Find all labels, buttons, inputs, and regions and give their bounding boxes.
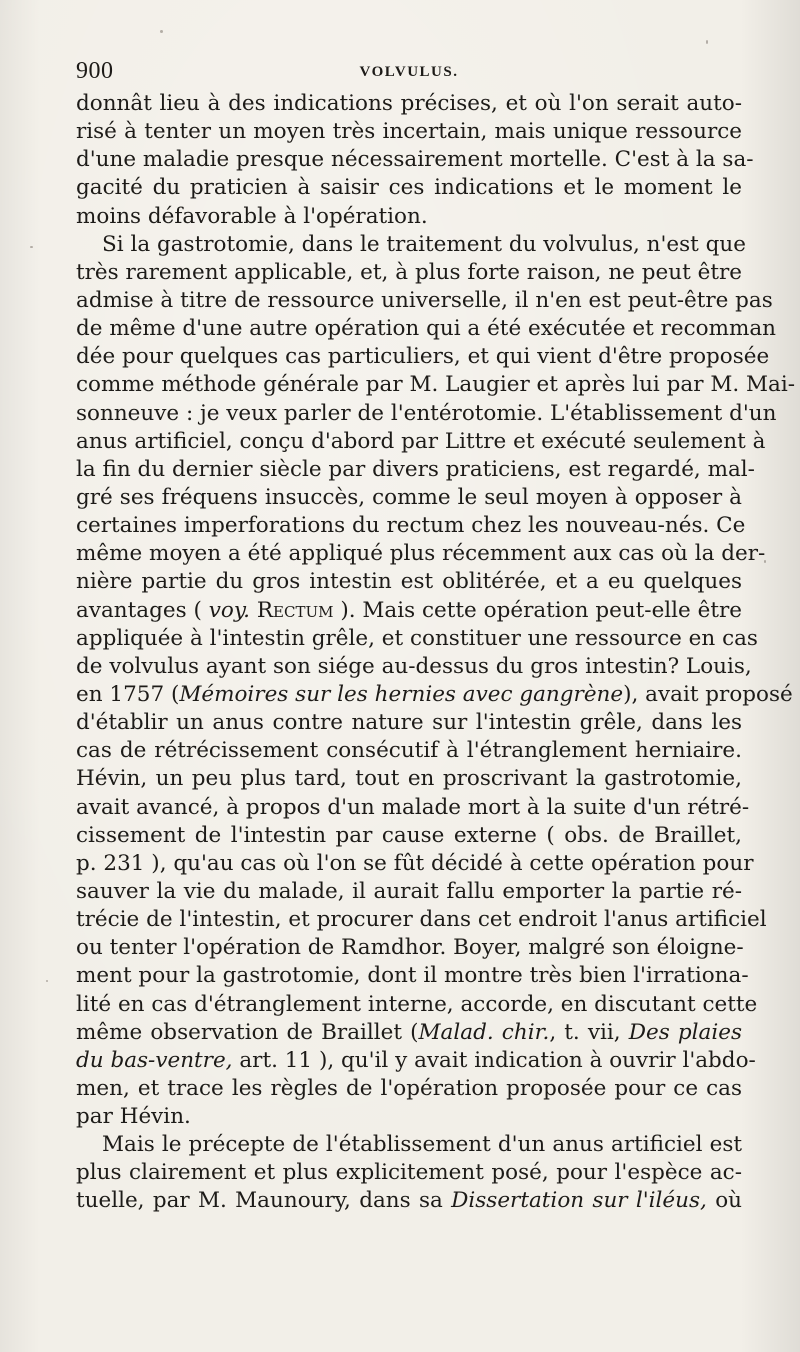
text-line: certaines imperforations du rectum chez les nouveau-nés. Ce <box>76 513 746 539</box>
text-line: dée pour quelques cas particuliers, et qui vient d'être proposée <box>76 344 770 370</box>
text-line: par Hévin. <box>76 1104 191 1130</box>
text-line: d'établir un anus contre nature sur l'intestin grêle, dans les <box>76 710 742 736</box>
body-text <box>76 90 795 1216</box>
text-line: nière partie du gros intestin est oblitérée, et a eu quelques <box>76 569 742 595</box>
text-line: trécie de l'intestin, et procurer dans cet endroit l'anus artificiel <box>76 907 767 933</box>
paper-speck <box>30 246 33 248</box>
text-line: ou tenter l'opération de Ramdhor. Boyer, malgré son éloigne- <box>76 935 744 961</box>
paper-speck <box>160 30 163 33</box>
text-line: plus clairement et plus explicitement posé, pour l'espèce ac- <box>76 1160 742 1186</box>
text-line: tuelle, par M. Maunoury, dans sa Dissertation sur l'iléus, où <box>76 1188 742 1214</box>
text-line: même observation de Braillet (Malad. chir., t. vii, Des plaies <box>76 1019 743 1045</box>
text-line: lité en cas d'étranglement interne, accorde, en discutant cette <box>76 991 758 1017</box>
text-line: gré ses fréquens insuccès, comme le seul moyen à opposer à <box>76 484 742 510</box>
text-line: donnât lieu à des indications précises, et où l'on serait auto- <box>76 91 742 116</box>
text-line: avait avancé, à propos d'un malade mort à la suite d'un rétré- <box>76 794 750 820</box>
italic-title: Dissertation sur l'iléus, <box>451 1188 707 1214</box>
italic-reference: voy. <box>208 597 250 623</box>
page-number: 900 <box>76 58 114 84</box>
text-line: appliquée à l'intestin grêle, et constituer une ressource en cas <box>76 625 758 651</box>
text-line: cas de rétrécissement consécutif à l'étranglement herniaire. <box>76 738 742 764</box>
text-line: très rarement applicable, et, à plus forte raison, ne peut être <box>76 259 742 285</box>
italic-reference: Malad. chir. <box>418 1019 550 1045</box>
running-title: VOLVULUS. <box>359 64 459 80</box>
text-line: ment pour la gastrotomie, dont il montre très bien l'irrationa- <box>76 963 749 989</box>
italic-title: Mémoires sur les hernies avec gangrène <box>179 681 624 707</box>
text-line: cissement de l'intestin par cause externe ( obs. de Braillet, <box>76 822 742 848</box>
text-line: la fin du dernier siècle par divers praticiens, est regardé, mal- <box>76 456 755 482</box>
text-line: avantages ( voy. Rectum ). Mais cette opération peut-elle être <box>76 597 743 623</box>
text-line: gacité du praticien à saisir ces indications et le moment le <box>76 175 742 201</box>
text-line: p. 231 ), qu'au cas où l'on se fût décidé à cette opération pour <box>76 850 754 876</box>
text-line: de volvulus ayant son siége au-dessus du gros intestin? Louis, <box>76 653 752 679</box>
text-line: sauver la vie du malade, il aurait fallu emporter la partie ré- <box>76 878 742 904</box>
paper-speck <box>706 40 708 44</box>
text-line: Si la gastrotomie, dans le traitement du volvulus, n'est que <box>102 231 746 257</box>
text-line: admise à titre de ressource universelle, il n'en est peut-être pas <box>76 287 773 313</box>
text-line: comme méthode générale par M. Laugier et après lui par M. Mai- <box>76 372 795 398</box>
text-line: Hévin, un peu plus tard, tout en proscrivant la gastrotomie, <box>76 766 742 792</box>
text-line: même moyen a été appliqué plus récemment aux cas où la der- <box>76 541 766 567</box>
text-line: de même d'une autre opération qui a été exécutée et recomman <box>76 316 777 342</box>
text-line: du bas-ventre, art. 11 ), qu'il y avait indication à ouvrir l'abdo- <box>76 1047 756 1073</box>
text-line: Mais le précepte de l'établissement d'un anus artificiel est <box>102 1132 742 1158</box>
paper-speck <box>764 560 766 563</box>
text-line: men, et trace les règles de l'opération proposée pour ce cas <box>76 1075 742 1101</box>
page-header <box>76 58 742 86</box>
text-line: d'une maladie presque nécessairement mortelle. C'est à la sa- <box>76 147 754 173</box>
text-line: risé à tenter un moyen très incertain, mais unique ressource <box>76 119 742 145</box>
text-line: anus artificiel, conçu d'abord par Littre et exécuté seulement à <box>76 428 766 454</box>
smallcaps-reference: Rectum <box>256 597 334 623</box>
italic-reference: Des plaies <box>628 1019 743 1045</box>
italic-reference: du bas-ventre, <box>76 1047 233 1073</box>
text-line: en 1757 (Mémoires sur les hernies avec gangrène), avait proposé <box>76 681 793 707</box>
text-line: moins défavorable à l'opération. <box>76 203 428 229</box>
paper-speck <box>46 980 48 982</box>
text-line: sonneuve : je veux parler de l'entérotomie. L'établissement d'un <box>76 400 777 426</box>
